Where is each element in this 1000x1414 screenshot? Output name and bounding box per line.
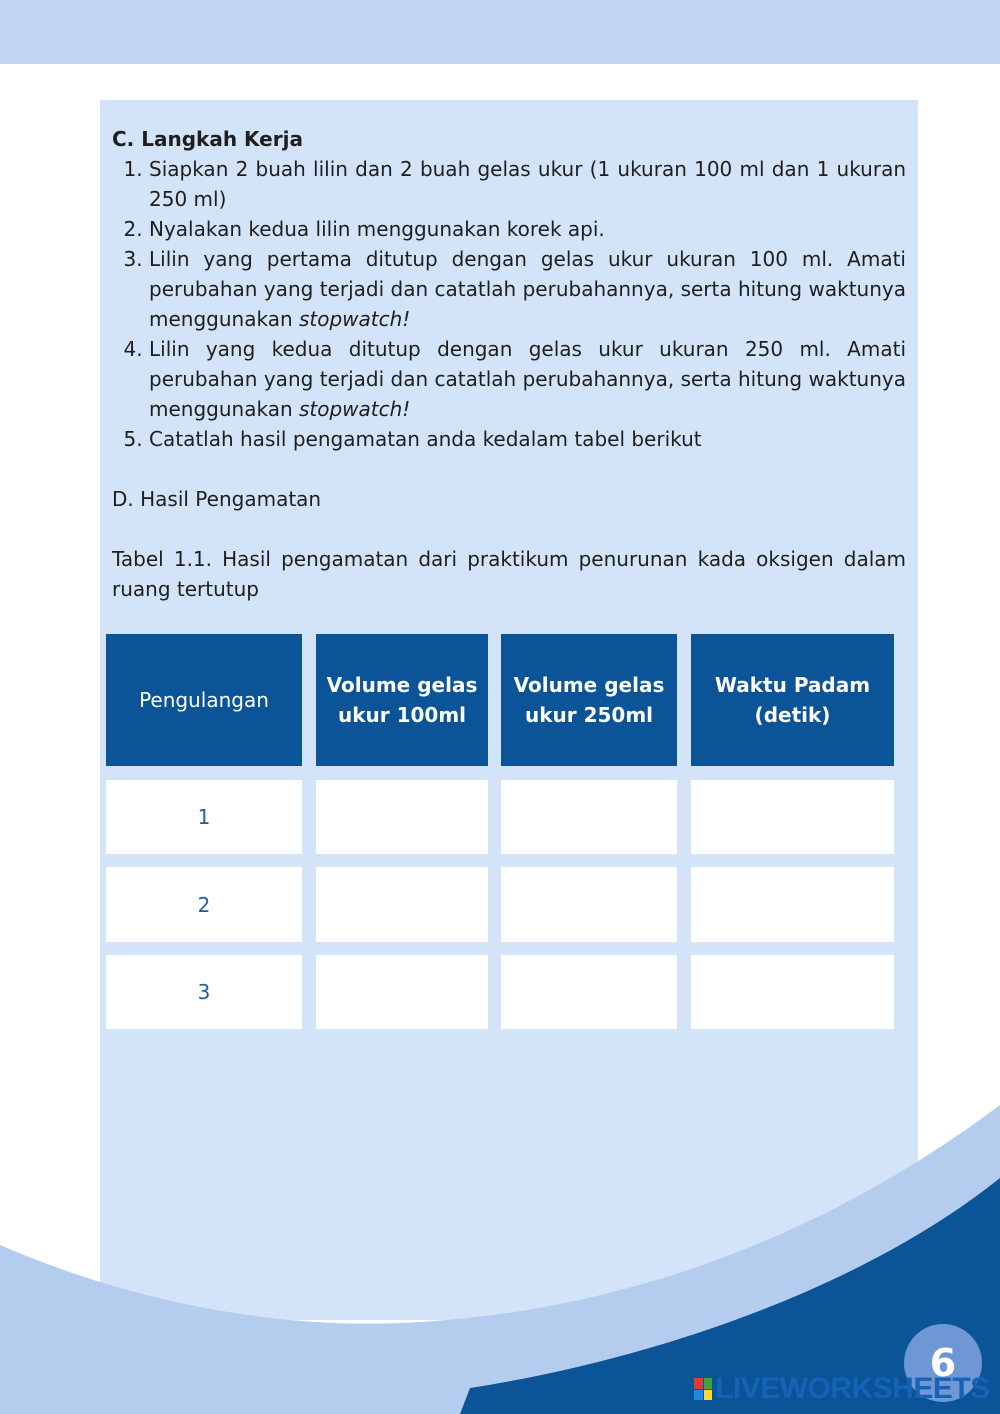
step-item: 5. Catatlah hasil pengamatan anda kedalam tabel berikut <box>149 424 906 454</box>
step-item: 1. Siapkan 2 buah lilin dan 2 buah gelas ukur (1 ukuran 100 ml dan 1 ukuran 250 ml) <box>149 154 906 214</box>
input-cell-waktu[interactable] <box>691 867 894 942</box>
step-item: 4. Lilin yang kedua ditutup dengan gelas ukur ukuran 250 ml. Amati perubahan yang terjadi dan catatlah perubahannya, serta hitung waktunya menggunakan stopwatch! <box>149 334 906 424</box>
header-volume-100ml: Volume gelas ukur 100ml <box>316 634 488 766</box>
input-cell-250ml[interactable] <box>501 780 677 854</box>
table-caption: Tabel 1.1. Hasil pengamatan dari praktikum penurunan kada oksigen dalam ruang tertutup <box>112 547 906 601</box>
header-pengulangan: Pengulangan <box>106 634 302 766</box>
row-number-cell: 1 <box>106 780 302 854</box>
liveworksheets-logo[interactable] <box>694 1372 990 1406</box>
input-cell-100ml[interactable] <box>316 955 488 1029</box>
input-cell-waktu[interactable] <box>691 780 894 854</box>
steps-list <box>112 154 906 454</box>
liveworksheets-brand: LIVEWORKSHEETS <box>715 1372 990 1405</box>
header-volume-250ml: Volume gelas ukur 250ml <box>501 634 677 766</box>
input-cell-waktu[interactable] <box>691 955 894 1029</box>
row-number-cell: 3 <box>106 955 302 1029</box>
row-number-cell: 2 <box>106 867 302 942</box>
input-cell-250ml[interactable] <box>501 955 677 1029</box>
input-cell-100ml[interactable] <box>316 867 488 942</box>
section-c-title: C. Langkah Kerja <box>112 127 303 151</box>
worksheet-content <box>112 124 906 604</box>
input-cell-250ml[interactable] <box>501 867 677 942</box>
step-item: 2. Nyalakan kedua lilin menggunakan korek api. <box>149 214 906 244</box>
section-d-title: D. Hasil Pengamatan <box>112 487 322 511</box>
input-cell-100ml[interactable] <box>316 780 488 854</box>
header-waktu-padam: Waktu Padam (detik) <box>691 634 894 766</box>
step-item: 3. Lilin yang pertama ditutup dengan gelas ukur ukuran 100 ml. Amati perubahan yang terjadi dan catatlah perubahannya, serta hitung waktunya menggunakan stopwatch! <box>149 244 906 334</box>
liveworksheets-icon <box>694 1378 712 1400</box>
page-number-badge: 6 <box>904 1324 982 1402</box>
